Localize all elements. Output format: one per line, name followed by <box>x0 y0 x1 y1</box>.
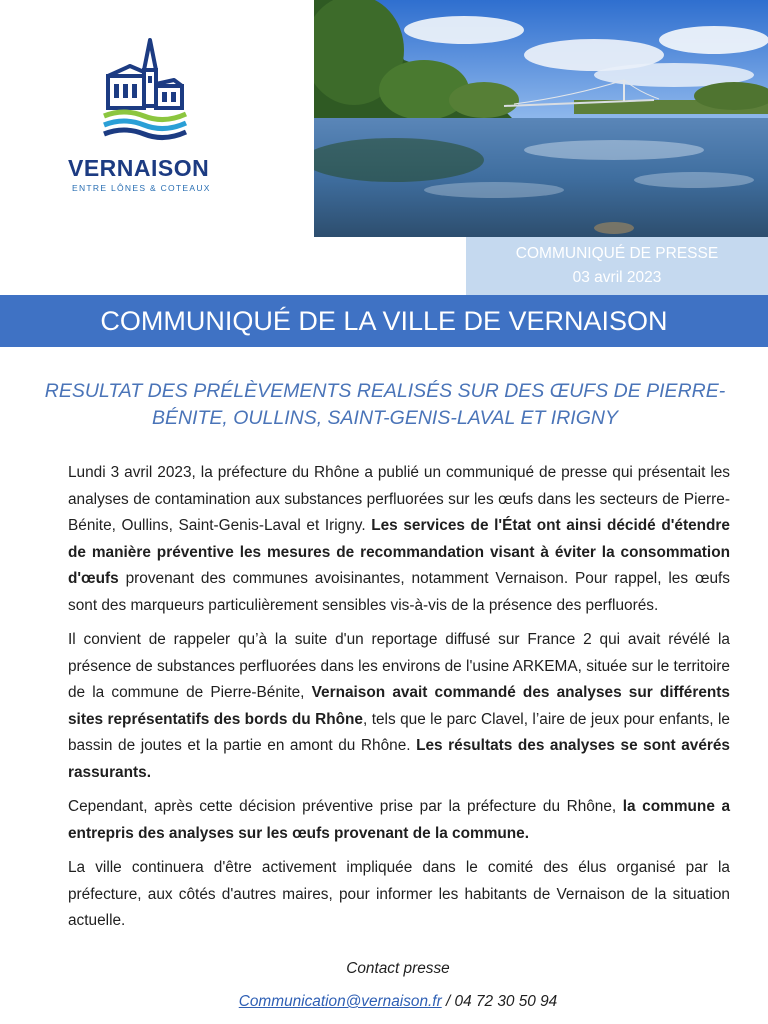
headline-line-2: BÉNITE, OULLINS, SAINT-GENIS-LAVAL ET IRIGNY <box>152 407 618 429</box>
contact-label: Contact presse <box>346 960 450 977</box>
press-release-box <box>466 237 768 295</box>
contact-line <box>0 993 768 1011</box>
paragraph-2-bold-2: Les résultats des analyses se sont avérés rassurants. <box>68 737 730 781</box>
paragraph-2 <box>68 627 730 786</box>
town-hall-church-icon <box>100 36 190 146</box>
press-release-label: COMMUNIQUÉ DE PRESSE <box>515 245 719 262</box>
paragraph-1-bold: Les services de l'État ont ainsi décidé d'étendre de manière préventive les mesures de recommandation visant à éviter la consommation d'œufs <box>68 517 730 587</box>
paragraph-3-bold: la commune a entrepris des analyses sur les œufs provenant de la commune. <box>68 798 730 842</box>
press-release-date: 03 avril 2023 <box>572 269 662 286</box>
vernaison-logo <box>0 0 314 237</box>
paragraph-3 <box>68 794 730 847</box>
headline <box>40 378 730 432</box>
paragraph-4-text: La ville continuera d'être activement impliquée dans le comité des élus organisé par la préfecture, aux côtés d'autres maires, pour informer les habitants de Vernaison de la situation actuelle. <box>68 859 730 929</box>
contact-email-link[interactable]: Communication@vernaison.fr <box>238 993 442 1010</box>
paragraph-1-text-b: provenant des communes avoisinantes, notamment Vernaison. Pour rappel, les œufs sont des marqueurs particulièrement sensibles vis-à-vis de la présence des perfluorés. <box>68 570 730 614</box>
paragraph-2-bold: Vernaison avait commandé des analyses sur différents sites représentatifs des bords du Rhône <box>68 684 730 728</box>
article-body <box>68 460 730 943</box>
paragraph-2-text-b: , tels que le parc Clavel, l’aire de jeux pour enfants, le bassin de joutes et la partie en amont du Rhône. <box>68 710 730 754</box>
paragraph-3-text-a: Cependant, après cette décision préventive prise par la préfecture du Rhône, <box>68 798 623 815</box>
contact-separator: / <box>441 993 455 1010</box>
page-title: COMMUNIQUÉ DE LA VILLE DE VERNAISON <box>100 306 668 336</box>
contact-phone: 04 72 30 50 94 <box>454 993 558 1010</box>
paragraph-1-text-a: Lundi 3 avril 2023, la préfecture du Rhône a publié un communiqué de presse qui présentait les analyses de contamination aux substances perfluorées sur les œufs dans les secteurs de Pierre-Bénite, Oullins, Saint-Genis-Laval et Irigny. <box>68 464 730 534</box>
river-bridge-photo <box>314 0 768 237</box>
headline-line-1: RESULTAT DES PRÉLÈVEMENTS REALISÉS SUR DES ŒUFS DE PIERRE- <box>44 380 726 402</box>
logo-wordmark: VERNAISON <box>68 155 210 181</box>
logo-tagline: ENTRE LÔNES & COTEAUX <box>72 183 211 193</box>
paragraph-4 <box>68 855 730 935</box>
paragraph-1 <box>68 460 730 619</box>
page-title-banner <box>0 295 768 347</box>
paragraph-2-text-a: Il convient de rappeler qu’à la suite d'un reportage diffusé sur France 2 qui avait révélé la présence de substances perfluorées dans les environs de l'usine ARKEMA, située sur le territoire de la commune de Pierre-Bénite, <box>68 631 730 701</box>
